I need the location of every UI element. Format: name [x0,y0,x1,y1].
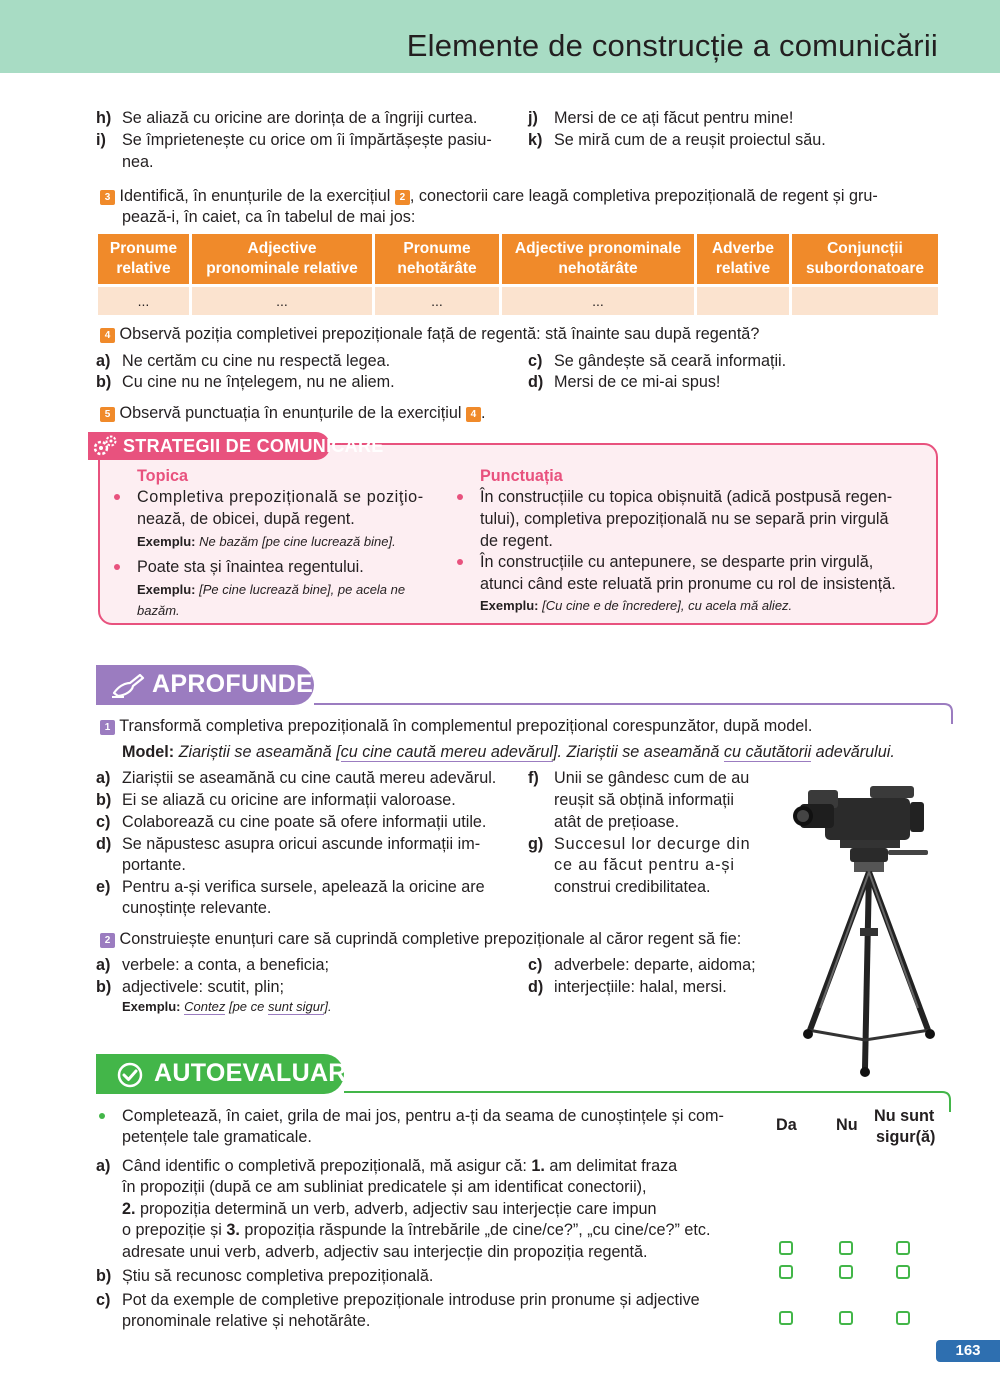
table-header: Adjective pronominale relative [192,234,372,284]
item-label: c) [528,956,543,974]
table-header: Pronume relative [98,234,189,284]
item-text: pronominale relative și nehotărâte. [122,1312,371,1330]
item-label: b) [96,791,112,809]
item-text: Colaborează cu cine poate să ofere informații utile. [122,813,487,831]
item-label: a) [96,956,111,974]
bullet [457,494,463,500]
bullet [99,1113,105,1119]
item-text: Unii se gândesc cum de au [554,769,750,787]
item-label: d) [96,835,112,853]
exercise-number: 5 [100,407,115,422]
exercise-4-text: 4 Observă poziția completivei prepoziționale față de regentă: stă înainte sau după regentă? [100,324,759,345]
autoevaluare-intro: Completează, în caiet, grila de mai jos, pentru a-ți da seama de cunoștințele și com- [122,1107,724,1125]
item-text: 2. propoziția determină un verb, adverb, adjectiv sau interjecție care impun [122,1200,657,1218]
exercise-ref: 2 [395,190,410,205]
writing-hand-icon [110,671,146,699]
exercise-number: 2 [100,933,115,948]
item-label: i) [96,131,106,149]
topica-example: bazăm. [137,603,180,618]
checkbox-c-da[interactable] [779,1311,793,1325]
exercise-number: 4 [100,328,115,343]
item-text: Ei se aliază cu oricine are informații valoroase. [122,791,456,809]
exercise-number: 3 [100,190,115,205]
item-text: Pentru a-și verifica sursele, apelează la oricine are [122,878,485,896]
checkbox-c-nu[interactable] [839,1311,853,1325]
video-camera-tripod-image [770,778,960,1083]
checkbox-b-nu[interactable] [839,1265,853,1279]
page-number: 163 [936,1340,1000,1362]
topica-text: Poate sta și înaintea regentului. [137,558,364,576]
item-label: b) [96,978,112,996]
item-text: Se aliază cu oricine are dorința de a îngriji curtea. [122,109,478,127]
page-title: Elemente de construcție a comunicării [406,28,938,63]
autoevaluare-intro: petențele tale gramaticale. [122,1128,312,1146]
table-header: Conjuncții subordonatoare [792,234,938,284]
checkbox-a-nu[interactable] [839,1241,853,1255]
column-da: Da [776,1116,797,1134]
aprofundez-title: APROFUNDEZ [152,670,329,698]
topica-text: nează, de obicei, după regent. [137,510,355,528]
item-text: Știu să recunosc completiva prepozițională. [122,1267,434,1285]
table-cell: ... [375,287,499,315]
item-label: c) [528,352,543,370]
punctuatia-example: Exemplu: [Cu cine e de încredere], cu acela mă aliez. [480,598,793,613]
punctuatia-text: de regent. [480,532,553,550]
item-label: g) [528,835,544,853]
ex2-example: Exemplu: Contez [pe ce sunt sigur]. [122,999,332,1014]
table-cell: ... [502,287,694,315]
item-text: Ziariștii se aseamănă cu cine caută mereu adevărul. [122,769,497,787]
checkbox-a-da[interactable] [779,1241,793,1255]
punctuatia-text: În construcțiile cu antepunere, se desparte prin virgulă, [480,553,874,571]
topica-example: Exemplu: [Pe cine lucrează bine], pe acela ne [137,582,406,597]
item-label: f) [528,769,539,787]
item-text: Cu cine nu ne înțelegem, nu ne aliem. [122,373,395,391]
item-label: e) [96,878,111,896]
item-text: Se năpustesc asupra oricui ascunde informații im- [122,835,481,853]
item-label: c) [96,1291,111,1309]
item-text: o prepoziție și 3. propoziția răspunde la întrebările „de cine/ce?”, „cu cine/ce?” etc. [122,1221,711,1239]
item-label: c) [96,813,111,831]
checkbox-b-da[interactable] [779,1265,793,1279]
aprofundez-ex1-text: 1 Transformă completiva prepozițională în complementul prepozițional corespunzător, după model. [100,716,812,737]
table-cell: ... [98,287,189,315]
item-text: verbele: a conta, a beneficia; [122,956,329,974]
punctuatia-text: În construcțiile cu topica obișnuită (adică postpusă regen- [480,488,893,506]
item-label: k) [528,131,543,149]
column-nu: Nu [836,1116,858,1134]
column-nu-sunt-sigur: sigur(ă) [876,1128,936,1146]
item-text: atât de prețioase. [554,813,680,831]
item-label: b) [96,1267,112,1285]
item-text: adverbele: departe, aidoma; [554,956,756,974]
item-text: reușit să obțină informații [554,791,734,809]
item-text: Pot da exemple de completive prepoziționale introduse prin pronume și adjective [122,1291,700,1309]
item-label: a) [96,1157,111,1175]
check-circle-icon [117,1062,143,1088]
bullet [457,559,463,565]
item-label: j) [528,109,538,127]
table-header: Adverbe relative [697,234,789,284]
item-text: nea. [122,153,154,171]
item-text: Se miră cum de a reușit proiectul său. [554,131,826,149]
bullet [114,564,120,570]
autoevaluare-title: AUTOEVALUARE [154,1059,364,1087]
item-label: d) [528,978,544,996]
model-line: Model: Ziariștii se aseamănă [cu cine caută mereu adevărul]. Ziariștii se aseamănă cu căutătorii adevărului. [122,743,895,761]
exercise-5-text: 5 Observă punctuația în enunțurile de la exercițiul 4 . [100,403,485,424]
bullet [114,494,120,500]
checkbox-b-nesigur[interactable] [896,1265,910,1279]
strategies-title: STRATEGII DE COMUNICARE [123,436,384,456]
punctuatia-text: tului), completiva prepozițională nu se separă prin virgulă [480,510,889,528]
item-text: adjectivele: scutit, plin; [122,978,284,996]
item-label: b) [96,373,112,391]
checkbox-a-nesigur[interactable] [896,1241,910,1255]
item-text: adresate unui verb, adverb, adjectiv sau interjecție din propoziția regentă. [122,1243,648,1261]
punctuatia-title: Punctuația [480,467,563,485]
item-text: ce au făcut pentru a-și [554,856,735,874]
table-cell [697,287,789,315]
item-text: construi credibilitatea. [554,878,711,896]
item-text: în propoziții (după ce am subliniat predicatele și am identificat conectorii), [122,1178,647,1196]
aprofundez-ex2-text: 2 Construiește enunțuri care să cuprindă completive prepoziționale al căror regent să fie: [100,929,741,950]
exercise-3-text: 3 Identifică, în enunțurile de la exercițiul 2 , conectorii care leagă completiva prepozițională de regent și gru- [100,186,878,207]
exercise-3-text-cont: pează-i, în caiet, ca în tabelul de mai jos: [122,208,416,226]
item-label: d) [528,373,544,391]
topica-text: Completiva prepozițională se poziţio- [137,488,424,506]
gears-icon [92,434,118,458]
item-text: Succesul lor decurge din [554,835,751,853]
topica-title: Topica [137,467,188,485]
item-text: Se gândește să ceară informații. [554,352,787,370]
item-text: Când identific o completivă prepozițională, mă asigur că: 1. am delimitat fraza [122,1157,678,1175]
item-text: Mersi de ce mi-ai spus! [554,373,721,391]
item-label: a) [96,769,111,787]
table-cell [792,287,938,315]
table-header: Pronume nehotărâte [375,234,499,284]
item-label: h) [96,109,112,127]
punctuatia-text: atunci când este reluată prin pronume cu rol de insistență. [480,575,896,593]
item-text: Se împrietenește cu orice om îi împărtășește pasiu- [122,131,492,149]
item-text: portante. [122,856,186,874]
item-text: Ne certăm cu cine nu respectă legea. [122,352,391,370]
table-header: Adjective pronominale nehotărâte [502,234,694,284]
exercise-ref: 4 [466,407,481,422]
checkbox-c-nesigur[interactable] [896,1311,910,1325]
topica-example: Exemplu: Ne bazăm [pe cine lucrează bine]. [137,534,396,549]
table-cell: ... [192,287,372,315]
item-text: cunoștințe relevante. [122,899,272,917]
column-nu-sunt-sigur: Nu sunt [874,1107,935,1125]
item-text: interjecțiile: halal, mersi. [554,978,727,996]
item-text: Mersi de ce ați făcut pentru mine! [554,109,794,127]
exercise-number: 1 [100,720,115,735]
item-label: a) [96,352,111,370]
